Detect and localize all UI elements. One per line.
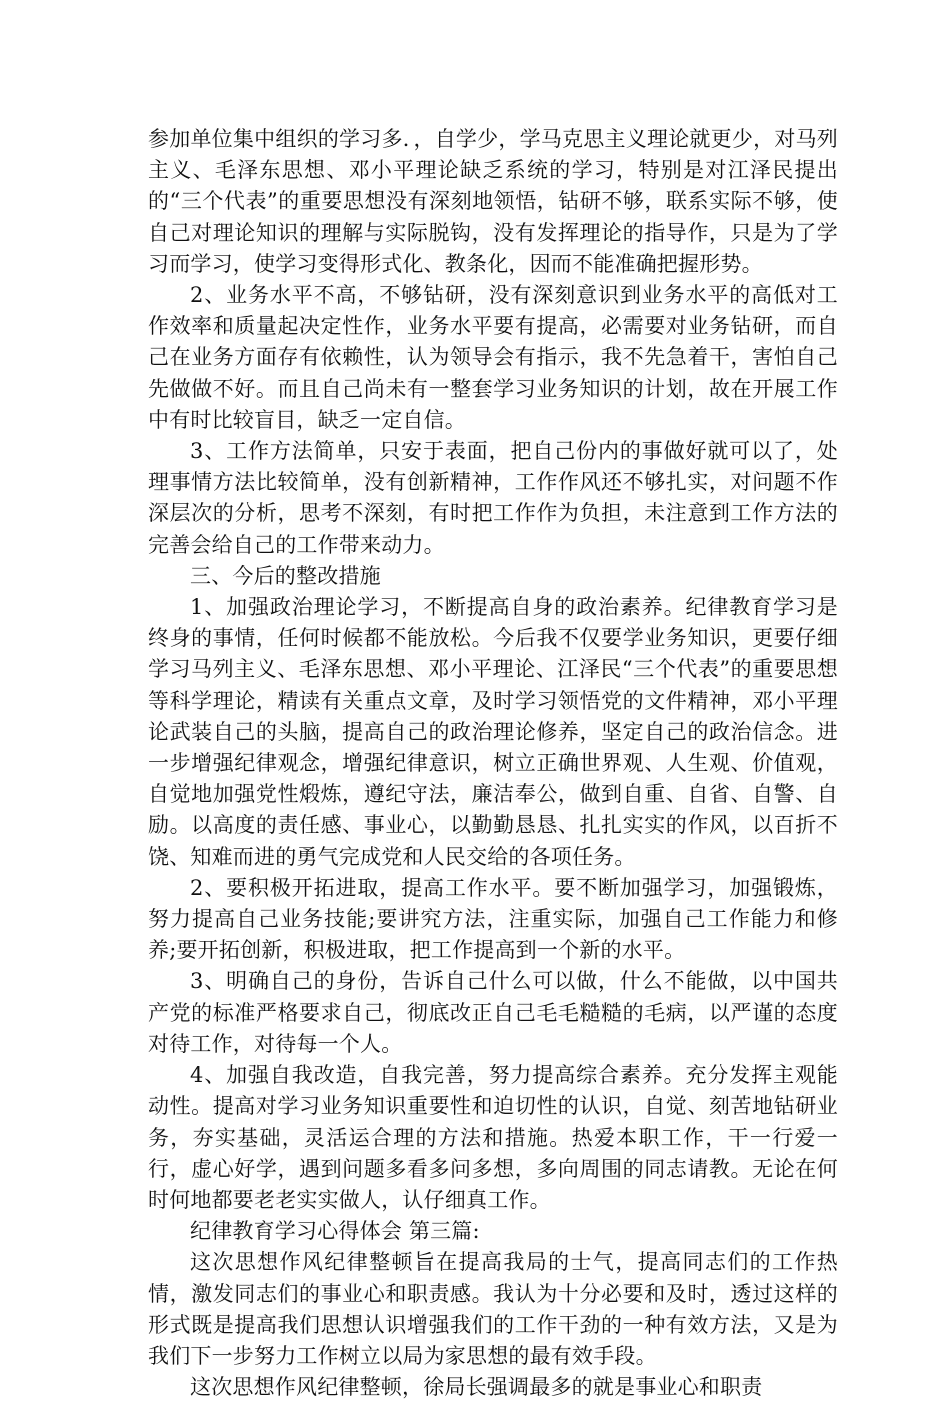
paragraph-5: 2、要积极开拓进取，提高工作水平。要不断加强学习，加强锻炼，努力提高自己业务技能;要讲究方法，注重实际，加强自己工作能力和修养;要开拓创新，积极进取，把工作提高到一个新的水平。	[148, 875, 838, 963]
document-body	[148, 124, 838, 1403]
paragraph-8: 这次思想作风纪律整顿旨在提高我局的士气，提高同志们的工作热情，激发同志们的事业心和职责感。我认为十分必要和及时，透过这样的形式既是提高我们思想认识增强我们的工作干劲的一种有效方法，又是为我们下一步努力工作树立以局为家思想的最有效手段。	[148, 1250, 838, 1368]
article-heading: 纪律教育学习心得体会 第三篇:	[190, 1219, 480, 1244]
paragraph-9: 这次思想作风纪律整顿，徐局长强调最多的就是事业心和职责	[190, 1375, 763, 1400]
paragraph-2: 2、业务水平不高，不够钻研，没有深刻意识到业务水平的高低对工作效率和质量起决定性作，业务水平要有提高，必需要对业务钻研，而自己在业务方面存有依赖性，认为领导会有指示，我不先急着干，害怕自己先做做不好。而且自己尚未有一整套学习业务知识的计划，故在开展工作中有时比较盲目，缺乏一定自信。	[148, 283, 838, 432]
paragraph-6: 3、明确自己的身份，告诉自己什么可以做，什么不能做，以中国共产党的标准严格要求自己，彻底改正自己毛毛糙糙的毛病，以严谨的态度对待工作，对待每一个人。	[148, 969, 838, 1056]
paragraph-1: 参加单位集中组织的学习多．，自学少，学马克思主义理论就更少，对马列主义、毛泽东思想、邓小平理论缺乏系统的学习，特别是对江泽民提出的“三个代表”的重要思想没有深刻地领悟，钻研不够，联系实际不够，使自己对理论知识的理解与实际脱钩，没有发挥理论的指导作，只是为了学习而学习，使学习变得形式化、教条化，因而不能准确把握形势。	[148, 127, 838, 276]
section-heading: 三、今后的整改措施	[190, 563, 381, 588]
paragraph-3: 3、工作方法简单，只安于表面，把自己份内的事做好就可以了，处理事情方法比较简单，没有创新精神，工作作风还不够扎实，对问题不作深层次的分析，思考不深刻，有时把工作作为负担，未注意到工作方法的完善会给自己的工作带来动力。	[148, 439, 838, 557]
paragraph-4: 1、加强政治理论学习，不断提高自身的政治素养。纪律教育学习是终身的事情，任何时候都不能放松。今后我不仅要学业务知识，更要仔细学习马列主义、毛泽东思想、邓小平理论、江泽民“三个代表”的重要思想等科学理论，精读有关重点文章，及时学习领悟党的文件精神，邓小平理论武装自己的头脑，提高自己的政治理论修养，坚定自己的政治信念。进一步增强纪律观念，增强纪律意识，树立正确世界观、人生观、价值观，自觉地加强党性煅炼，遵纪守法，廉洁奉公，做到自重、自省、自警、自励。以高度的责任感、事业心，以勤勤恳恳、扎扎实实的作风，以百折不饶、知难而进的勇气完成党和人民交给的各项任务。	[148, 595, 838, 869]
paragraph-7: 4、加强自我改造，自我完善，努力提高综合素养。充分发挥主观能动性。提高对学习业务知识重要性和迫切性的认识，自觉、刻苦地钻研业务，夯实基础，灵活运合理的方法和措施。热爱本职工作，干一行爱一行，虚心好学，遇到问题多看多问多想，多向周围的同志请教。无论在何时何地都要老老实实做人，认仔细真工作。	[148, 1063, 838, 1212]
